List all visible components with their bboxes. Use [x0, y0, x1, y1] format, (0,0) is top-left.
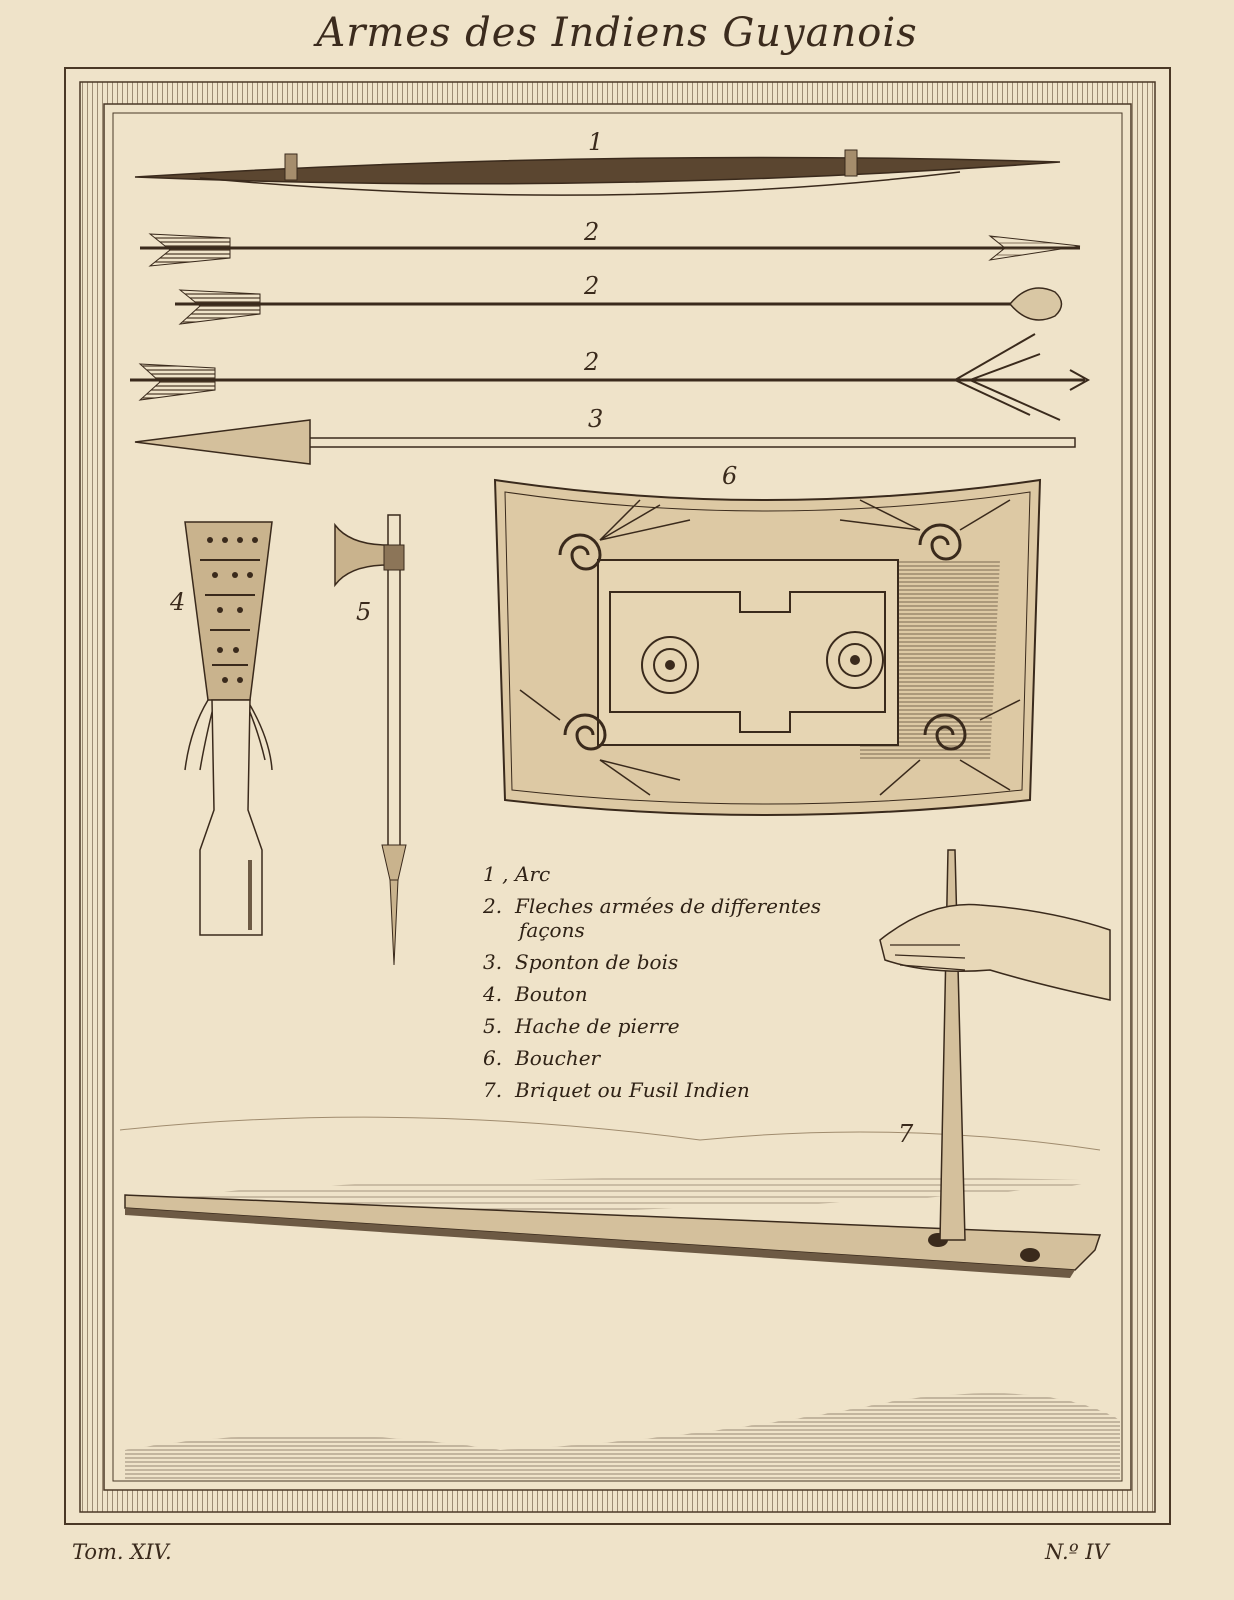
figure-number-5: 5 — [356, 598, 372, 626]
legend-row: 2. Fleches armées de differentes — [483, 894, 822, 918]
figure-number-1: 1 — [588, 128, 604, 156]
figure-number-6: 6 — [722, 462, 738, 490]
figure-number-2b: 2 — [584, 272, 600, 300]
figure-number-7: 7 — [898, 1120, 914, 1148]
legend-row: 4. Bouton — [483, 982, 588, 1006]
figure-number-4: 4 — [170, 588, 186, 616]
legend-row: 7. Briquet ou Fusil Indien — [483, 1078, 750, 1102]
legend-row: 5. Hache de pierre — [483, 1014, 680, 1038]
legend-row: 6. Boucher — [483, 1046, 601, 1070]
legend-row: 3. Sponton de bois — [483, 950, 679, 974]
legend-row-continuation: façons — [519, 918, 585, 942]
figure-number-2a: 2 — [584, 218, 600, 246]
tome-caption: Tom. XIV. — [72, 1540, 172, 1564]
figure-number-3: 3 — [588, 405, 604, 433]
plate-title: Armes des Indiens Guyanois — [316, 10, 918, 56]
legend — [483, 858, 883, 1106]
plate-number-caption: N.º IV — [1045, 1540, 1109, 1564]
figure-number-2c: 2 — [584, 348, 600, 376]
shield-figure — [495, 480, 1040, 815]
legend-row: 1 , Arc — [483, 862, 551, 886]
